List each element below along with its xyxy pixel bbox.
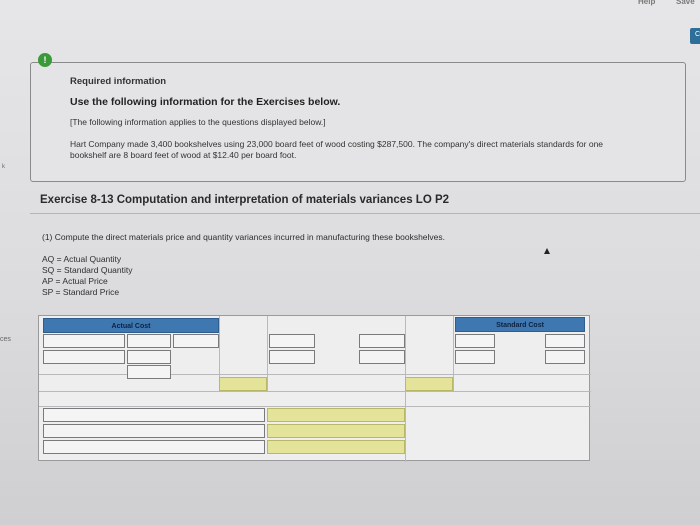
middle-quantity-input[interactable] <box>269 334 315 348</box>
grid-line <box>267 316 268 391</box>
divider <box>30 213 700 214</box>
actual-cost-total-input[interactable] <box>127 365 171 379</box>
legend-item: AQ = Actual Quantity <box>42 254 122 264</box>
abbreviation-legend <box>42 254 132 298</box>
actual-quantity-value-input[interactable] <box>43 350 125 364</box>
middle-price-value-input[interactable] <box>359 350 405 364</box>
instructions-note: [The following information applies to the questions displayed below.] <box>70 117 326 127</box>
question-text: (1) Compute the direct materials price and quantity variances incurred in manufacturing these bookshelves. <box>42 232 446 242</box>
required-information-title: Required information <box>70 76 167 87</box>
standard-quantity-input[interactable] <box>455 334 495 348</box>
top-bar <box>0 0 700 14</box>
price-variance-label-input[interactable] <box>43 408 265 422</box>
variance-worksheet-table <box>38 315 590 461</box>
middle-cost-total-cell[interactable] <box>405 377 453 391</box>
left-edge-text: k <box>2 164 5 170</box>
grid-line <box>39 374 591 375</box>
quantity-variance-label-input[interactable] <box>43 424 265 438</box>
grid-line <box>453 316 454 391</box>
standard-price-input[interactable] <box>545 334 585 348</box>
total-variance-label-input[interactable] <box>43 440 265 454</box>
middle-quantity-value-input[interactable] <box>269 350 315 364</box>
side-tab-button[interactable] <box>690 28 700 44</box>
actual-cost-header: Actual Cost <box>43 318 219 333</box>
side-tab-label: C <box>694 31 700 38</box>
quantity-variance-amount-cell[interactable] <box>267 424 405 438</box>
actual-multiply-input[interactable] <box>127 350 171 364</box>
save-link[interactable]: Save <box>676 0 695 6</box>
legend-item: AP = Actual Price <box>42 276 108 286</box>
exercise-title: Exercise 8-13 Computation and interpretation of materials variances LO P2 <box>40 194 450 206</box>
standard-price-value-input[interactable] <box>545 350 585 364</box>
actual-operator-input[interactable] <box>127 334 171 348</box>
actual-price-input[interactable] <box>173 334 219 348</box>
instructions-heading: Use the following information for the Exercises below. <box>70 96 341 108</box>
legend-item: SP = Standard Price <box>42 287 120 297</box>
mouse-cursor-icon <box>544 248 550 254</box>
standard-cost-header: Standard Cost <box>455 317 585 332</box>
left-edge-text-ces: ces <box>0 336 11 343</box>
actual-cost-total-cell[interactable] <box>219 377 267 391</box>
standard-quantity-value-input[interactable] <box>455 350 495 364</box>
grid-line <box>39 406 591 407</box>
grid-line <box>39 391 591 392</box>
help-link[interactable]: Help <box>638 0 656 6</box>
total-variance-amount-cell[interactable] <box>267 440 405 454</box>
problem-text: Hart Company made 3,400 bookshelves using 23,000 board feet of wood costing $287,500. The company's direct materials standards for one bookshelf are 8 board feet of wood at $12.40 per board foot. <box>70 139 604 160</box>
price-variance-amount-cell[interactable] <box>267 408 405 422</box>
middle-price-input[interactable] <box>359 334 405 348</box>
alert-icon: ! <box>38 53 52 67</box>
legend-item: SQ = Standard Quantity <box>42 265 133 275</box>
actual-quantity-input[interactable] <box>43 334 125 348</box>
